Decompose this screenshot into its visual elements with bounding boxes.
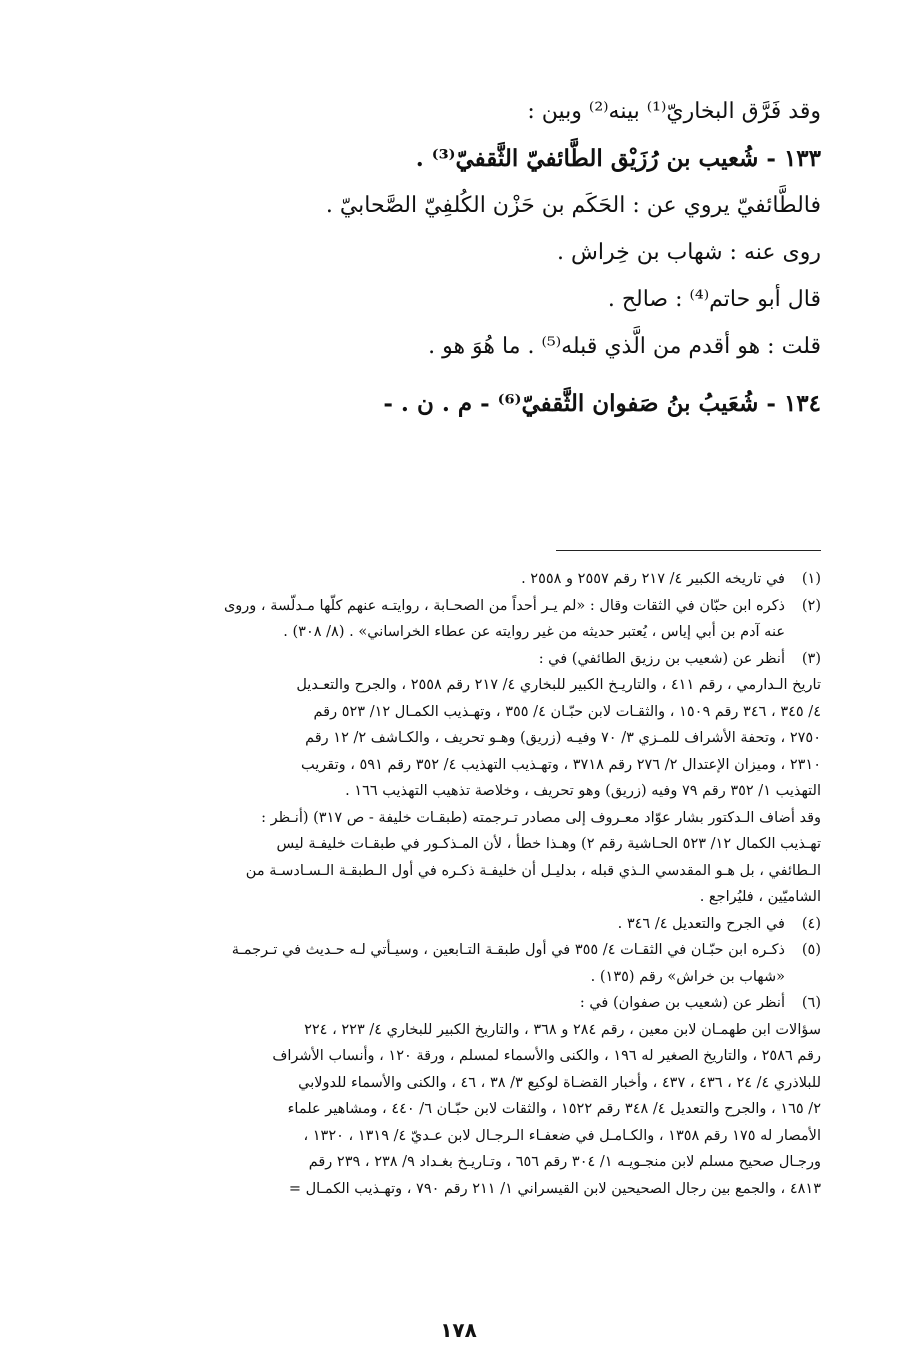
- footnote-line: أنظر عن (شعيب بن رزيق الطائفي) في :: [538, 650, 785, 667]
- footnote-line: سؤالات ابن طهمـان لابن معين ، رقم ٢٨٤ و ٣٦٨ ، والتاريخ الكبير للبخاري ٤/ ٢٢٣ ، ٢٢٤: [304, 1021, 821, 1038]
- footnote-body: [96, 566, 785, 593]
- footnote-line: تهـذيب الكمال ١٢/ ٥٢٣ الحـاشية رقم ٢) وهـذا خطأ ، لأن المـذكـور في طبقـات خليفـة ليس: [276, 836, 821, 852]
- footnote-line: الأمصار له ١٧٥ رقم ١٣٥٨ ، والكـامـل في ضعفـاء الـرجـال لابن عـديّ ٤/ ١٣١٩ ، ١٣٢٠ ،: [303, 1127, 821, 1144]
- footnote-line: الـطائفي ، بل هـو المقدسي الـذي قبله ، بدليـل أن خليفـة ذكـره في أول الـطبقـة الـسـادسـة من: [245, 862, 821, 879]
- footnote-line: ٢٣١٠ ، وميزان الإعتدال ٢/ ٢٧٦ رقم ٣٧١٨ ، وتهـذيب التهذيب ٤/ ٣٥٢ رقم ٥٩١ ، وتقريب: [300, 756, 821, 773]
- footnote-6: [96, 990, 821, 1202]
- footnote-body: [96, 990, 821, 1202]
- footnote-line: ذكـره ابن حبّـان في الثقـات ٤/ ٣٥٥ في أول طبقـة التـابعين ، وسيـأتي لـه حـديث في تـرجمـة: [231, 942, 785, 958]
- footnote-body: [96, 646, 821, 911]
- footnote-line: في تاريخه الكبير ٤/ ٢١٧ رقم ٢٥٥٧ و ٢٥٥٨ .: [521, 571, 785, 587]
- footnote-body: [96, 911, 785, 938]
- footnote-line: ٢/ ١٦٥ ، والجرح والتعديل ٤/ ٣٤٨ رقم ١٥٢٢ ، والثقات لابن حبّـان ٦/ ٤٤٠ ، ومشاهير علماء: [287, 1101, 821, 1117]
- footnote-line: ٤/ ٣٤٥ ، ٣٤٦ رقم ١٥٠٩ ، والثقـات لابن حبّـان ٤/ ٣٥٥ ، وتهـذيب الكمـال ١٢/ ٥٢٣ رقم: [313, 703, 821, 720]
- footnote-line: التهذيب ١/ ٣٥٢ رقم ٧٩ وفيه (زريق) وهو تحريف ، وخلاصة تذهيب التهذيب ١٦٦ .: [345, 783, 821, 799]
- footnote-5: [96, 937, 821, 990]
- footnote-line: رقم ٢٥٨٦ ، والتاريخ الصغير له ١٩٦ ، والكنى والأسماء لمسلم ، ورقة ١٢٠ ، وأنساب الأشراف: [272, 1048, 821, 1064]
- footnote-line: تاريخ الـدارمي ، رقم ٤١١ ، والتاريـخ الكبير للبخاري ٤/ ٢١٧ رقم ٢٥٥٨ ، والجرح والتعـديل: [296, 677, 821, 693]
- footnote-2: [96, 593, 821, 646]
- footnote-number: (٥): [801, 942, 821, 958]
- book-page: [96, 88, 821, 1342]
- footnote-line: في الجرح والتعديل ٤/ ٣٤٦ .: [617, 915, 785, 932]
- footnote-line: ٤٨١٣ ، والجمع بين رجال الصحيحين لابن القيسراني ١/ ٢١١ رقم ٧٩٠ ، وتهـذيب الكمـال =: [288, 1180, 821, 1197]
- narrates-from-line: فالطَّائفيّ يروي عن : الحَكَم بن حَزْن الكُلفِيّ الصَّحابيّ .: [325, 193, 821, 218]
- footnote-number: (٢): [801, 597, 821, 614]
- footnote-line: للبلاذري ٤/ ٢٤ ، ٤٣٦ ، ٤٣٧ ، وأخبار القضـاة لوكيع ٣/ ٣٨ ، ٤٦ ، والكنى والأسماء للدولابي: [298, 1074, 821, 1091]
- footnote-line: ذكره ابن حبّان في الثقات وقال : «لم يـر أحداً من الصحـابة ، روايتـه عنهم كلّها مـدلّسة ، وروى: [223, 597, 785, 614]
- main-text: [96, 88, 821, 427]
- footnote-divider: [556, 550, 821, 551]
- footnote-line: الشاميّين ، فليُراجع .: [699, 889, 821, 905]
- footnote-3: [96, 646, 821, 911]
- footnote-line: وقد أضاف الـدكتور بشار عوّاد معـروف إلى مصادر تـرجمته (طبقـات خليفة - ص ٣١٧) (أنـظر :: [261, 809, 821, 826]
- page-number: ١٧٨: [440, 1318, 477, 1342]
- footnote-number: (٤): [801, 915, 821, 932]
- intro-line: وقد فَرَّق البخاريّ⁽¹⁾ بينه⁽²⁾ وبين :: [527, 99, 821, 124]
- footnote-body: [96, 593, 785, 646]
- footnote-line: ٢٧٥٠ ، وتحفة الأشراف للمـزي ٣/ ٧٠ وفيـه (زريق) وهـو تحريف ، والكـاشف ٢/ ١٢ رقم: [305, 730, 821, 746]
- footnotes: [96, 566, 821, 1202]
- footnote-number: (١): [801, 571, 821, 587]
- footnote-1: [96, 566, 821, 593]
- entry-134-heading: ١٣٤ - شُعَيبُ بنُ صَفوان الثَّقفيّ⁽⁶⁾ - م . ن . -: [383, 390, 821, 417]
- footnote-line: ورجـال صحيح مسلم لابن منجـويـه ١/ ٣٠٤ رقم ٦٥٦ ، وتـاريـخ بغـداد ٩/ ٢٣٨ ، ٢٣٩ رقم: [308, 1154, 821, 1170]
- author-note-line: قلت : هو أقدم من الَّذي قبله⁽⁵⁾ . ما هُوَ هو .: [428, 334, 821, 359]
- entry-133-heading: ١٣٣ - شُعيب بن رُزَيْق الطَّائفيّ الثَّقفيّ⁽³⁾ .: [415, 145, 821, 172]
- footnote-number: (٦): [801, 995, 821, 1011]
- footnote-line: عنه آدم بن أبي إياس ، يُعتبر حديثه من غير روايته عن عطاء الخراساني» . (٨/ ٣٠٨) .: [283, 624, 785, 640]
- footnote-line: «شهاب بن خراش» رقم (١٣٥) .: [590, 968, 785, 985]
- abu-hatim-line: قال أبو حاتم⁽⁴⁾ : صالح .: [607, 287, 821, 312]
- footnote-4: [96, 911, 821, 938]
- footnote-body: [96, 937, 785, 990]
- footnote-number: (٣): [801, 650, 821, 667]
- narrated-by-line: روى عنه : شهاب بن خِراش .: [557, 240, 821, 265]
- footnote-line: أنظر عن (شعيب بن صفوان) في :: [579, 995, 785, 1011]
